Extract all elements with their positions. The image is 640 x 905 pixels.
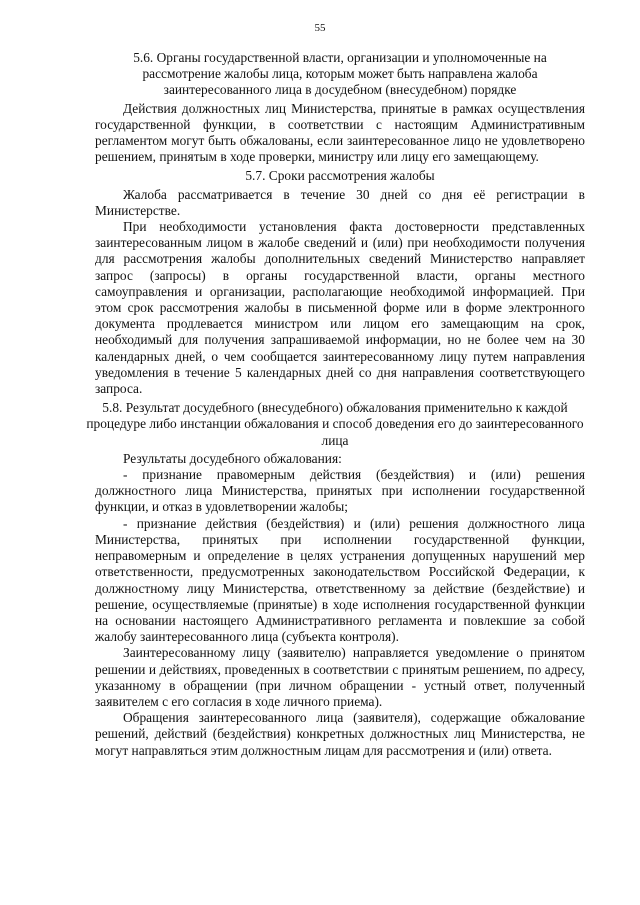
section-5-8-result-item-1: - признание правомерным действия (бездействия) и (или) решения должностного лица Министерства, принятых при исполнении государственной функции, и отказ в удовлетворении жалобы;	[95, 467, 585, 515]
section-5-7-paragraph-1: Жалоба рассматривается в течение 30 дней со дня её регистрации в Министерстве.	[95, 186, 585, 218]
section-5-8-results-intro: Результаты досудебного обжалования:	[123, 450, 342, 466]
section-5-8-paragraph-notification: Заинтересованному лицу (заявителю) направляется уведомление о принятом решении и действиях, проведенных в соответствии с принятым решением, по адресу, указанному в обращении (при личном обращении - устный ответ, полученный заявителем с его согласия в ходе личного приема).	[95, 645, 585, 709]
page-number: 55	[314, 22, 326, 34]
section-5-8-heading: 5.8. Результат досудебного (внесудебного) обжалования применительно к каждой процедуре либо инстанции обжалования и способ доведения его до заинтересованного лица	[86, 400, 584, 448]
section-5-6-heading: 5.6. Органы государственной власти, организации и уполномоченные на рассмотрение жалобы лица, которым может быть направлена жалоба заинтересованного лица в досудебном (внесудебном) порядке	[133, 50, 547, 98]
section-5-8-result-item-2: - признание действия (бездействия) и (или) решения должностного лица Министерства, принятых при исполнении государственной функции, неправомерным и определение в целях устранения допущенных нарушений мер ответственности, предусмотренных законодательством Российской Федерации, к должностному лицу Министерства, ответственному за действие (бездействие) и решение, осуществляемые (принятые) в ходе исполнения государственной функции на основании настоящего Административного регламента и повлекшие за собой жалобу заинтересованного лица (субъекта контроля).	[95, 515, 585, 645]
section-5-7-paragraph-2: При необходимости установления факта достоверности представленных заинтересованным лицом в жалобе сведений и (или) при необходимости получения для рассмотрения жалобы дополнительных сведений Министерство направляет запрос (запросы) в органы государственной власти, органы местного самоуправления и организации, располагающие необходимой информацией. При этом срок рассмотрения жалобы в письменной форме или в форме электронного документа продлевается министром или лицом его замещающим на срок, необходимый для получения запрашиваемой информации, но не более чем на 30 календарных дней, о чем сообщается заинтересованному лицу путем направления уведомления в течение 5 календарных дней со дня направления соответствующего запроса.	[95, 219, 585, 397]
section-5-7-heading: 5.7. Сроки рассмотрения жалобы	[245, 168, 435, 184]
section-5-6-paragraph-1: Действия должностных лиц Министерства, принятые в рамках осуществления государственной функции, в соответствии с настоящим Административным регламентом могут быть обжалованы, если заинтересованное лицо не удовлетворено решением, принятым в ходе проверки, министру или лицу его замещающему.	[95, 100, 585, 165]
document-body	[86, 50, 585, 759]
section-5-8-paragraph-appeals: Обращения заинтересованного лица (заявителя), содержащие обжалование решений, действий (бездействия) конкретных должностных лиц Министерства, не могут направляться этим должностным лицам для рассмотрения и (или) ответа.	[95, 710, 585, 758]
